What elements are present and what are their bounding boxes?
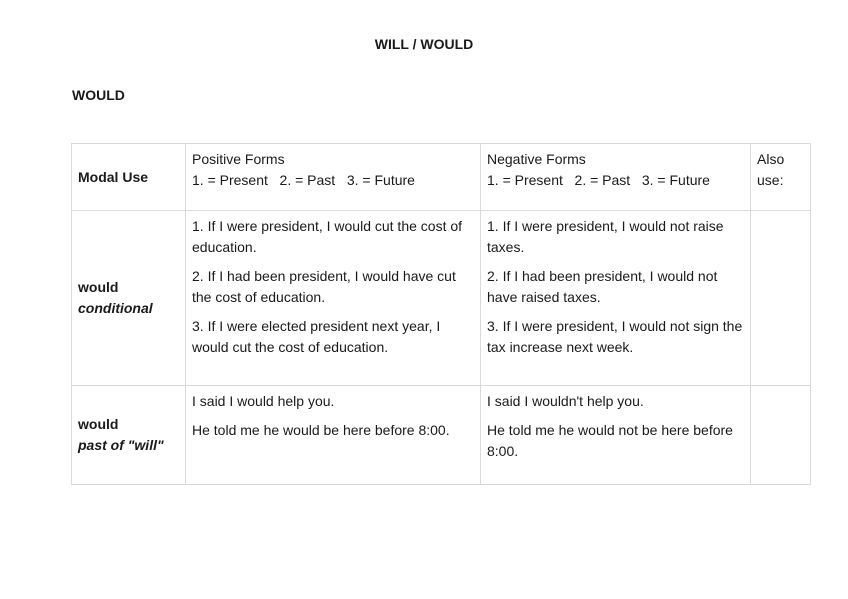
modal-word: would (78, 416, 119, 432)
header-cell-positive-forms (186, 144, 481, 211)
positive-example: I said I would help you. (192, 393, 335, 409)
table-header-row (72, 144, 811, 211)
modal-word: would (78, 279, 119, 295)
table-row-past-of-will (72, 386, 811, 485)
modal-sense: past of "will" (78, 437, 164, 453)
table-row-conditional (72, 211, 811, 386)
header-cell-negative-forms (481, 144, 751, 211)
negative-examples-cell (481, 211, 751, 386)
row-head-conditional (72, 211, 186, 386)
document-title: WILL / WOULD (374, 36, 474, 52)
positive-example: 3. If I were elected president next year, I would cut the cost of education. (192, 318, 441, 355)
also-use-cell (751, 386, 811, 485)
positive-example: 2. If I had been president, I would have cut the cost of education. (192, 268, 456, 305)
modal-verbs-table (71, 143, 811, 485)
positive-example: He told me he would be here before 8:00. (192, 422, 450, 438)
negative-example: 2. If I had been president, I would not have raised taxes. (487, 268, 718, 305)
positive-examples-cell (186, 211, 481, 386)
positive-forms-numbering: 1. = Present 2. = Past 3. = Future (192, 172, 415, 188)
positive-examples-cell (186, 386, 481, 485)
header-cell-modal-use: Modal Use (72, 144, 186, 211)
also-use-label-line2: use: (757, 172, 784, 188)
negative-forms-numbering: 1. = Present 2. = Past 3. = Future (487, 172, 710, 188)
negative-example: 1. If I were president, I would not raise taxes. (487, 218, 724, 255)
section-heading: WOULD (72, 87, 125, 103)
negative-example: He told me he would not be here before 8:00. (487, 422, 733, 459)
negative-examples-cell (481, 386, 751, 485)
positive-example: 1. If I were president, I would cut the cost of education. (192, 218, 463, 255)
also-use-cell (751, 211, 811, 386)
row-head-past-of-will (72, 386, 186, 485)
also-use-label-line1: Also (757, 151, 785, 167)
negative-example: I said I wouldn't help you. (487, 393, 644, 409)
negative-example: 3. If I were president, I would not sign the tax increase next week. (487, 318, 743, 355)
modal-sense: conditional (78, 300, 153, 316)
header-cell-also-use (751, 144, 811, 211)
negative-forms-title: Negative Forms (487, 151, 586, 167)
positive-forms-title: Positive Forms (192, 151, 285, 167)
